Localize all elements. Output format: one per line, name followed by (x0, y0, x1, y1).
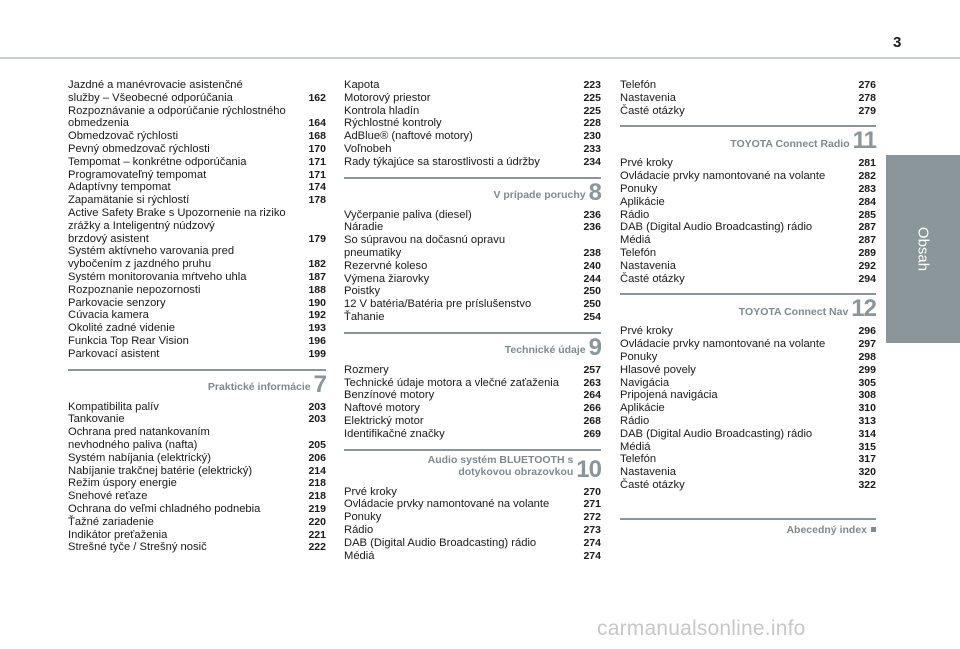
toc-entry[interactable] (620, 325, 876, 338)
toc-entry[interactable] (68, 143, 326, 156)
toc-entry-page: 254 (583, 310, 601, 323)
toc-entry[interactable] (344, 130, 601, 143)
toc-entry[interactable] (344, 234, 601, 260)
section-number: 10 (576, 455, 601, 483)
toc-entry[interactable] (344, 550, 601, 563)
toc-entry-page: 188 (308, 283, 326, 296)
section-number: 12 (851, 295, 876, 323)
toc-entry[interactable] (68, 245, 326, 271)
toc-entry-page: 187 (308, 270, 326, 283)
toc-entry[interactable] (620, 441, 876, 454)
toc-entry[interactable] (344, 221, 601, 234)
toc-entry[interactable] (620, 415, 876, 428)
toc-entry-title: Ochrana do veľmi chladného podnebia (68, 502, 261, 515)
toc-entry-title: Elektrický motor (344, 414, 424, 427)
toc-entry-page: 294 (858, 272, 876, 285)
section-title[interactable]: TOYOTA Connect Nav (738, 305, 849, 318)
toc-entry-title: Prvé kroky (344, 485, 397, 498)
toc-entry-page: 322 (858, 478, 876, 491)
toc-entry-page: 283 (858, 182, 876, 195)
toc-entry[interactable] (344, 415, 601, 428)
toc-entry-title: Programovateľný tempomat (68, 168, 207, 181)
section-heading (344, 454, 601, 481)
toc-entry-page: 162 (308, 91, 326, 104)
toc-entry[interactable] (68, 194, 326, 207)
toc-entry-title: Snehové reťaze (68, 490, 148, 503)
toc-entry-page: 171 (308, 168, 326, 181)
toc-entry[interactable] (620, 402, 876, 415)
toc-entry-page: 221 (308, 528, 326, 541)
toc-entry-title: Ponuky (620, 350, 658, 363)
toc-entry[interactable] (620, 428, 876, 441)
toc-entry-title: Kapota (344, 79, 380, 91)
toc-entry-title: Technické údaje motora a vlečné zaťaženia (344, 376, 560, 389)
section-header (620, 125, 876, 155)
toc-entry[interactable] (68, 271, 326, 284)
section-header (344, 332, 601, 359)
toc-entry[interactable] (344, 156, 601, 169)
toc-entry[interactable] (68, 169, 326, 182)
section-header (344, 177, 601, 204)
toc-entry[interactable] (344, 117, 601, 130)
toc-entry-title: Časté otázky (620, 478, 685, 491)
section-number: 8 (588, 178, 601, 206)
toc-entry-title: Identifikačné značky (344, 427, 445, 440)
toc-entry-page: 170 (308, 142, 326, 155)
toc-entry[interactable] (68, 79, 326, 105)
section-rule (68, 369, 326, 371)
toc-entry-page: 220 (308, 515, 326, 528)
toc-entry[interactable] (68, 413, 326, 426)
toc-entry-title: Ovládacie prvky namontované na volante (620, 338, 826, 351)
toc-entry[interactable] (344, 311, 601, 324)
toc-entry[interactable] (620, 453, 876, 466)
toc-entry-page: 315 (858, 440, 876, 453)
section-header (68, 369, 326, 396)
toc-entry-title: Systém aktívneho varovania pred vybočením z jazdného pruhu (68, 245, 235, 271)
toc-entry-title: Active Safety Brake s Upozornenie na riziko zrážky a Inteligentný núdzový brzdový asistent (68, 206, 286, 245)
toc-entry[interactable] (68, 452, 326, 465)
toc-entry[interactable] (68, 541, 326, 554)
toc-entry-page: 273 (583, 523, 601, 536)
toc-entry-page: 228 (583, 117, 601, 130)
toc-entry[interactable] (68, 207, 326, 245)
toc-entry[interactable] (344, 285, 601, 298)
toc-entry-page: 284 (858, 195, 876, 208)
toc-entry-title: Telefón (620, 79, 657, 91)
toc-entry[interactable] (68, 335, 326, 348)
toc-entry-page: 203 (308, 400, 326, 413)
toc-entry[interactable] (344, 511, 601, 524)
index-rule (620, 518, 876, 520)
toc-entry[interactable] (620, 351, 876, 364)
toc-entry-page: 179 (308, 232, 326, 245)
toc-entry[interactable] (344, 79, 601, 92)
toc-entry-title: 12 V batéria/Batéria pre príslušenstvo (344, 298, 532, 311)
toc-entry-title: Nastavenia (620, 259, 676, 272)
toc-entry-title: Okolité zadné videnie (68, 322, 175, 335)
toc-entry-page: 218 (308, 490, 326, 503)
toc-entry[interactable] (620, 479, 876, 492)
toc-entry-page: 282 (858, 170, 876, 183)
toc-entry-page: 289 (858, 246, 876, 259)
toc-entry-title: Náradie (344, 221, 384, 234)
side-tab-label: Obsah (914, 226, 932, 272)
toc-entry-title: Motorový priestor (344, 91, 431, 104)
toc-entry-page: 178 (308, 194, 326, 207)
top-rule (0, 57, 960, 59)
toc-entry[interactable] (620, 209, 876, 222)
toc-entry-title: Časté otázky (620, 272, 685, 285)
toc-entry-title: Médiá (620, 234, 651, 247)
toc-entry-title: Režim úspory energie (68, 477, 177, 490)
toc-entry-title: Rádio (344, 523, 374, 536)
toc-entry[interactable] (620, 157, 876, 170)
toc-entry-page: 292 (858, 259, 876, 272)
toc-entry-title: Pripojená navigácia (620, 389, 718, 402)
toc-entry[interactable] (344, 402, 601, 415)
toc-entry-page: 274 (583, 536, 601, 549)
toc-entry-page: 250 (583, 298, 601, 311)
toc-entry-page: 164 (308, 117, 326, 130)
index-label: Abecedný index (786, 523, 867, 536)
toc-entry-title: Médiá (344, 549, 375, 562)
toc-entry[interactable] (68, 401, 326, 414)
toc-entry-page: 279 (858, 104, 876, 117)
toc-entry-title: Rádio (620, 208, 650, 221)
toc-entry-page: 223 (583, 79, 601, 91)
toc-entry-title: Pevný obmedzovač rýchlosti (68, 142, 210, 155)
toc-entry-title: Nastavenia (620, 91, 676, 104)
toc-entry-title: Indikátor preťaženia (68, 528, 168, 541)
toc-entry-page: 278 (858, 91, 876, 104)
toc-entry[interactable] (68, 490, 326, 503)
section-rule (620, 125, 876, 127)
toc-entry-title: Rozpoznanie nepozornosti (68, 283, 201, 296)
side-tab-contents[interactable] (886, 155, 960, 343)
section-number: 7 (313, 370, 326, 398)
toc-entry-page: 199 (308, 347, 326, 360)
toc-entry-title: Adaptívny tempomat (68, 181, 171, 194)
section-title[interactable]: Technické údaje (504, 344, 586, 357)
toc-entry-title: Hlasové povely (620, 363, 696, 376)
toc-entry-page: 263 (583, 376, 601, 389)
section-title[interactable]: Audio systém BLUETOOTH s dotykovou obrazovkou (427, 453, 574, 479)
toc-entry-title: Tempomat – konkrétne odporúčania (68, 155, 247, 168)
toc-entry-title: Médiá (620, 440, 651, 453)
toc-entry-page: 233 (583, 142, 601, 155)
toc-entry-page: 190 (308, 296, 326, 309)
watermark: carmanualsonline.info (597, 617, 806, 640)
page-number: 3 (893, 34, 902, 51)
toc-entry-page: 236 (583, 221, 601, 234)
toc-entry-title: Benzínové motory (344, 389, 435, 402)
section-title[interactable]: V prípade poruchy (493, 189, 586, 202)
toc-entry[interactable] (68, 465, 326, 478)
toc-entry-page: 266 (583, 402, 601, 415)
toc-column-3 (620, 79, 876, 536)
toc-entry[interactable] (344, 428, 601, 441)
section-heading (344, 178, 601, 206)
toc-entry[interactable] (620, 389, 876, 402)
toc-entry[interactable] (620, 183, 876, 196)
toc-entry[interactable] (68, 297, 326, 310)
toc-entry[interactable] (620, 338, 876, 351)
toc-entry-title: Rádio (620, 414, 650, 427)
toc-entry-page: 182 (308, 258, 326, 271)
toc-entry-title: Výmena žiarovky (344, 272, 430, 285)
toc-entry-title: Ponuky (620, 182, 658, 195)
toc-entry-page: 313 (858, 414, 876, 427)
toc-entry-title: Nastavenia (620, 466, 676, 479)
toc-entry-page: 272 (583, 511, 601, 524)
toc-entry-page: 285 (858, 208, 876, 221)
toc-entry-title: Ochrana pred natankovaním nevhodného paliva (nafta) (68, 426, 210, 451)
toc-entry[interactable] (68, 181, 326, 194)
toc-entry-page: 268 (583, 414, 601, 427)
toc-entry-title: Poistky (344, 285, 381, 298)
section-header (344, 449, 601, 481)
toc-entry[interactable] (68, 348, 326, 361)
toc-entry[interactable] (620, 273, 876, 286)
toc-entry-page: 192 (308, 309, 326, 322)
toc-entry-page: 287 (858, 234, 876, 247)
toc-entry-title: Kontrola hladín (344, 104, 420, 117)
toc-entry[interactable] (68, 130, 326, 143)
toc-entry-title: Voľnobeh (344, 142, 392, 155)
toc-entry-page: 314 (858, 427, 876, 440)
toc-column-1 (68, 79, 326, 554)
section-heading (620, 127, 876, 155)
toc-entry-title: Prvé kroky (620, 157, 673, 170)
toc-entry-title: Ponuky (344, 511, 382, 524)
toc-entry[interactable] (68, 477, 326, 490)
toc-entry[interactable] (620, 364, 876, 377)
toc-entry-title: Naftové motory (344, 402, 420, 415)
toc-entry[interactable] (344, 260, 601, 273)
toc-entry[interactable] (344, 209, 601, 222)
toc-entry[interactable] (68, 426, 326, 452)
toc-entry-page: 270 (583, 485, 601, 498)
toc-entry-title: Navigácia (620, 376, 670, 389)
toc-entry-page: 193 (308, 322, 326, 335)
toc-entry-title: Rady týkajúce sa starostlivosti a údržby (344, 155, 540, 168)
toc-entry[interactable] (68, 322, 326, 335)
toc-entry[interactable] (68, 105, 326, 131)
toc-entry[interactable] (68, 284, 326, 297)
toc-entry-title: DAB (Digital Audio Broadcasting) rádio (620, 427, 813, 440)
toc-entry-page: 308 (858, 389, 876, 402)
toc-entry-title: DAB (Digital Audio Broadcasting) rádio (620, 221, 813, 234)
toc-entry-title: Nabíjanie trakčnej batérie (elektrický) (68, 464, 253, 477)
toc-column-2 (344, 79, 601, 562)
toc-entry[interactable] (68, 516, 326, 529)
toc-entry-page: 269 (583, 427, 601, 440)
end-square-icon (871, 527, 876, 532)
toc-entry-page: 287 (858, 221, 876, 234)
toc-entry[interactable] (620, 260, 876, 273)
toc-entry-page: 305 (858, 376, 876, 389)
toc-entry-title: Ovládacie prvky namontované na volante (620, 170, 826, 183)
toc-entry[interactable] (68, 529, 326, 542)
toc-entry[interactable] (68, 156, 326, 169)
section-heading (68, 370, 326, 398)
toc-entry-page: 174 (308, 181, 326, 194)
toc-entry-page: 296 (858, 325, 876, 338)
toc-entry-page: 317 (858, 453, 876, 466)
toc-entry[interactable] (68, 503, 326, 516)
toc-entry-page: 274 (583, 549, 601, 562)
toc-entry-page: 230 (583, 130, 601, 143)
section-title[interactable]: Praktické informácie (207, 381, 311, 394)
toc-entry-page: 264 (583, 389, 601, 402)
toc-entry-page: 238 (583, 246, 601, 259)
toc-entry-page: 240 (583, 259, 601, 272)
section-heading (620, 295, 876, 323)
toc-entry-page: 271 (583, 498, 601, 511)
section-rule (344, 177, 601, 179)
toc-entry-title: Parkovací asistent (68, 347, 160, 360)
toc-entry-page: 214 (308, 464, 326, 477)
toc-entry[interactable] (344, 389, 601, 402)
section-title[interactable]: TOYOTA Connect Radio (730, 137, 850, 150)
toc-entry-title: Ovládacie prvky namontované na volante (344, 498, 550, 511)
section-rule (344, 449, 601, 451)
toc-entry[interactable] (620, 247, 876, 260)
toc-entry-title: Systém monitorovania mŕtveho uhla (68, 270, 247, 283)
toc-entry-title: Kompatibilita palív (68, 400, 159, 413)
toc-entry[interactable] (620, 234, 876, 247)
toc-entry-title: Obmedzovač rýchlosti (68, 130, 179, 143)
toc-entry-page: 219 (308, 502, 326, 515)
toc-entry[interactable] (344, 486, 601, 499)
toc-entry-page: 168 (308, 130, 326, 143)
toc-entry[interactable] (344, 92, 601, 105)
toc-entry-page: 218 (308, 477, 326, 490)
toc-entry-title: Cúvacia kamera (68, 309, 149, 322)
toc-entry[interactable] (344, 298, 601, 311)
toc-entry[interactable] (344, 377, 601, 390)
toc-entry-title: Rozmery (344, 363, 389, 376)
toc-entry[interactable] (344, 143, 601, 156)
toc-entry-page: 281 (858, 157, 876, 170)
toc-entry-title: Tankovanie (68, 413, 125, 426)
toc-entry-title: Prvé kroky (620, 325, 673, 338)
toc-entry-title: Telefón (620, 453, 657, 466)
toc-entry-title: Funkcia Top Rear Vision (68, 334, 189, 347)
toc-entry-page: 299 (858, 363, 876, 376)
toc-entry-page: 205 (308, 438, 326, 451)
toc-entry-title: Ťažné zariadenie (68, 515, 154, 528)
toc-entry-page: 196 (308, 334, 326, 347)
toc-entry[interactable] (620, 170, 876, 183)
toc-entry-page: 257 (583, 363, 601, 376)
section-header (620, 293, 876, 323)
section-heading (344, 333, 601, 361)
toc-entry-title: Rezervné koleso (344, 259, 428, 272)
toc-entry[interactable] (620, 92, 876, 105)
toc-entry-title: Rozpoznávanie a odporúčanie rýchlostného obmedzenia (68, 104, 286, 130)
toc-entry-title: DAB (Digital Audio Broadcasting) rádio (344, 536, 537, 549)
toc-entry-page: 320 (858, 466, 876, 479)
toc-entry-title: Časté otázky (620, 104, 685, 117)
toc-entry[interactable] (344, 524, 601, 537)
toc-entry[interactable] (620, 221, 876, 234)
section-number: 11 (852, 127, 876, 155)
toc-entry-title: Rýchlostné kontroly (344, 117, 442, 130)
toc-entry-title: Telefón (620, 246, 657, 259)
toc-entry-title: Strešné tyče / Strešný nosič (68, 541, 207, 554)
toc-entry-page: 236 (583, 208, 601, 221)
toc-entry-title: AdBlue® (naftové motory) (344, 130, 473, 143)
toc-entry-page: 222 (308, 541, 326, 554)
toc-entry-page: 276 (858, 79, 876, 91)
section-rule (620, 293, 876, 295)
toc-entry-title: Vyčerpanie paliva (diesel) (344, 208, 472, 221)
toc-entry-title: Ťahanie (344, 310, 385, 323)
toc-entry[interactable] (620, 377, 876, 390)
toc-entry[interactable] (344, 273, 601, 286)
toc-entry-page: 225 (583, 91, 601, 104)
toc-entry-page: 244 (583, 272, 601, 285)
toc-entry[interactable] (620, 196, 876, 209)
toc-entry[interactable] (620, 79, 876, 92)
section-rule (344, 332, 601, 334)
toc-entry-page: 310 (858, 402, 876, 415)
toc-entry-page: 250 (583, 285, 601, 298)
toc-entry-page: 171 (308, 155, 326, 168)
toc-entry-title: Aplikácie (620, 195, 665, 208)
toc-entry-title: So súpravou na dočasnú opravu pneumatiky (344, 234, 506, 259)
toc-entry[interactable] (344, 537, 601, 550)
toc-entry-page: 203 (308, 413, 326, 426)
toc-entry-title: Zapamätanie si rýchlostí (68, 194, 190, 207)
toc-entry-page: 234 (583, 155, 601, 168)
toc-entry-title: Parkovacie senzory (68, 296, 166, 309)
section-number: 9 (588, 333, 601, 361)
toc-entry-title: Systém nabíjania (elektrický) (68, 451, 212, 464)
toc-entry[interactable] (620, 105, 876, 118)
toc-entry[interactable] (620, 466, 876, 479)
toc-entry-title: Aplikácie (620, 402, 665, 415)
toc-entry-title: Jazdné a manévrovacie asistenčné služby – Všeobecné odporúčania (68, 79, 243, 104)
toc-entry-page: 206 (308, 451, 326, 464)
toc-entry[interactable] (344, 498, 601, 511)
toc-entry[interactable] (344, 105, 601, 118)
toc-entry[interactable] (344, 364, 601, 377)
toc-entry-page: 297 (858, 338, 876, 351)
toc-entry[interactable] (68, 309, 326, 322)
index-link[interactable] (620, 524, 876, 536)
toc-entry-page: 298 (858, 350, 876, 363)
toc-entry-page: 225 (583, 104, 601, 117)
